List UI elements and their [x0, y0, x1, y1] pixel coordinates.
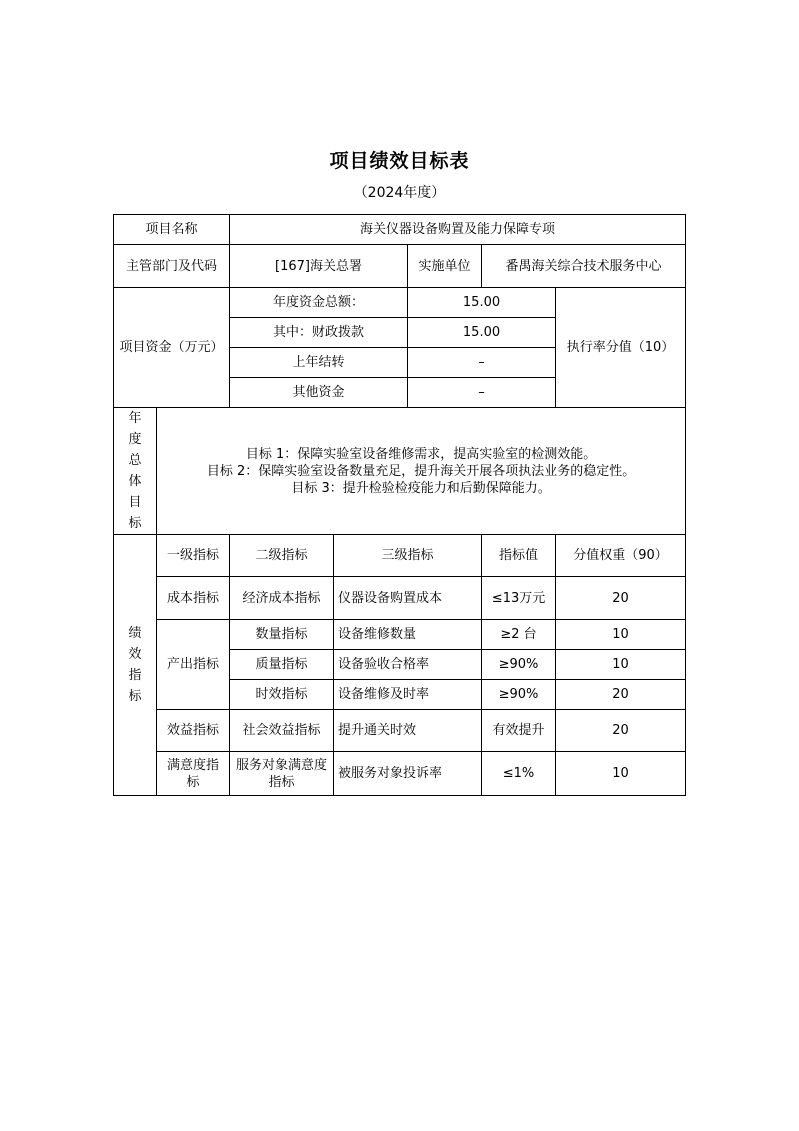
row-project-name [114, 215, 686, 245]
annual-goals-content [157, 408, 686, 535]
goal-item-1: 目标 1：保障实验室设备维修需求，提高实验室的检测效能。 [245, 446, 597, 462]
group-cost: 成本指标 [157, 577, 230, 620]
header-level2: 二级指标 [230, 535, 334, 577]
level2-cell: 经济成本指标 [230, 577, 334, 620]
annual-goals-label: 年度总体目标 [128, 411, 142, 531]
goal-item-2: 目标 2：保障实验室设备数量充足，提升海关开展各项执法业务的稳定性。 [206, 463, 636, 479]
header-weight: 分值权重（90） [556, 535, 686, 577]
weight-cell: 10 [556, 752, 686, 796]
weight-cell: 10 [556, 620, 686, 650]
funds-other-value: – [408, 378, 556, 408]
group-output: 产出指标 [157, 620, 230, 710]
level3-cell: 设备验收合格率 [334, 650, 482, 680]
implementing-unit-label: 实施单位 [408, 245, 482, 288]
value-cell: 有效提升 [482, 710, 556, 752]
level3-cell: 提升通关时效 [334, 710, 482, 752]
row-indicator-headers [114, 535, 686, 577]
indicators-section-cell [114, 535, 157, 796]
table-row [114, 710, 686, 752]
funds-fiscal-label: 其中：财政拨款 [230, 318, 408, 348]
row-annual-goals [114, 408, 686, 535]
level2-cell: 时效指标 [230, 680, 334, 710]
annual-goals-label-cell [114, 408, 157, 535]
execution-rate-score-label: 执行率分值（10） [556, 288, 686, 408]
performance-table [113, 214, 686, 796]
funds-fiscal-value: 15.00 [408, 318, 556, 348]
weight-cell: 10 [556, 650, 686, 680]
level3-cell: 设备维修及时率 [334, 680, 482, 710]
funds-label: 项目资金（万元） [114, 288, 230, 408]
value-cell: ≤13万元 [482, 577, 556, 620]
weight-cell: 20 [556, 710, 686, 752]
level2-cell: 社会效益指标 [230, 710, 334, 752]
weight-cell: 20 [556, 577, 686, 620]
goal-item-3: 目标 3：提升检验检疫能力和后勤保障能力。 [291, 480, 551, 496]
implementing-unit-value: 番禺海关综合技术服务中心 [482, 245, 686, 288]
project-name-value: 海关仪器设备购置及能力保障专项 [230, 215, 686, 245]
project-name-label: 项目名称 [114, 215, 230, 245]
level2-cell: 服务对象满意度指标 [230, 752, 334, 796]
indicators-section-label: 绩效指标 [128, 626, 142, 704]
funds-total-label: 年度资金总额： [230, 288, 408, 318]
table-row [114, 752, 686, 796]
header-level3: 三级指标 [334, 535, 482, 577]
funds-carryover-value: – [408, 348, 556, 378]
level2-cell: 数量指标 [230, 620, 334, 650]
group-satisfaction: 满意度指标 [157, 752, 230, 796]
value-cell: ≤1% [482, 752, 556, 796]
level2-cell: 质量指标 [230, 650, 334, 680]
row-department [114, 245, 686, 288]
page-title: 项目绩效目标表 [329, 150, 470, 172]
table-row [114, 577, 686, 620]
funds-carryover-label: 上年结转 [230, 348, 408, 378]
level3-cell: 被服务对象投诉率 [334, 752, 482, 796]
value-cell: ≥2 台 [482, 620, 556, 650]
funds-other-label: 其他资金 [230, 378, 408, 408]
value-cell: ≥90% [482, 680, 556, 710]
header-level1: 一级指标 [157, 535, 230, 577]
page-subtitle-year: （2024年度） [353, 185, 446, 201]
funds-total-value: 15.00 [408, 288, 556, 318]
header-value: 指标值 [482, 535, 556, 577]
department-value: [167]海关总署 [230, 245, 408, 288]
group-benefit: 效益指标 [157, 710, 230, 752]
table-row [114, 620, 686, 650]
level3-cell: 设备维修数量 [334, 620, 482, 650]
value-cell: ≥90% [482, 650, 556, 680]
row-funds-total [114, 288, 686, 318]
department-label: 主管部门及代码 [114, 245, 230, 288]
weight-cell: 20 [556, 680, 686, 710]
level3-cell: 仪器设备购置成本 [334, 577, 482, 620]
